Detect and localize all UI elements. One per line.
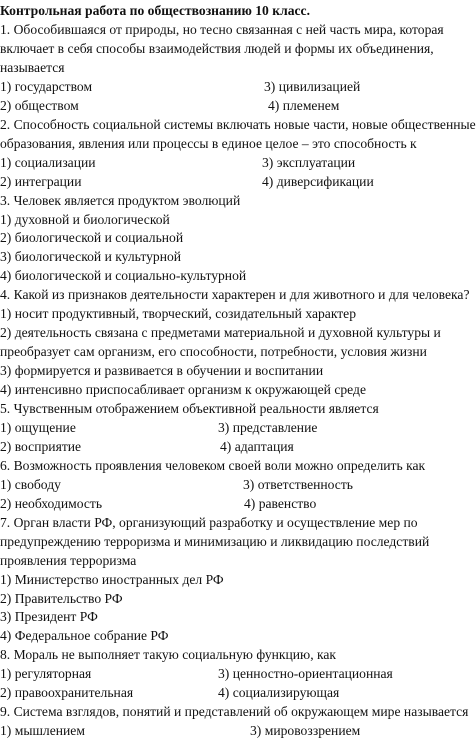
answer-option: 2) необходимость	[0, 495, 103, 511]
answer-option: 3) биологической и культурной	[0, 249, 182, 265]
answer-option: 4) социализирующая	[218, 685, 340, 701]
answer-option: 4) биологической и социально-культурной	[0, 268, 247, 284]
answer-option: 1) носит продуктивный, творческий, созидательный характер	[0, 306, 357, 322]
answer-option: 4) Федеральное собрание РФ	[0, 628, 169, 644]
answer-row	[0, 721, 474, 740]
answer-option: 2) Правительство РФ	[0, 590, 123, 606]
answer-row	[0, 589, 474, 608]
answer-row	[0, 210, 474, 229]
answer-option: 2) восприятие	[0, 438, 82, 454]
question-text-line: 9. Система взглядов, понятий и представлений об окружающем мире называется	[0, 704, 469, 720]
answer-option: 1) социализации	[0, 154, 96, 170]
answer-option: 1) государством	[0, 78, 93, 94]
answer-option: преобразует сам организм, его способности, потребности, условия жизни	[0, 344, 427, 360]
answer-option: 3) цивилизацией	[264, 78, 361, 94]
answer-option: 3) представление	[218, 419, 318, 435]
question-text-line: предупреждению терроризма и минимизацию и ликвидацию последствий	[0, 533, 430, 549]
answer-row	[0, 683, 474, 702]
answer-row	[0, 570, 474, 589]
answer-row	[0, 380, 474, 399]
question-text-line: включает в себя способы взаимодействия людей и формы их объединения,	[0, 40, 434, 56]
answer-row	[0, 418, 474, 437]
answer-row	[0, 228, 474, 247]
answer-row	[0, 323, 474, 342]
answer-row	[0, 361, 474, 380]
answer-option: 1) ощущение	[0, 419, 76, 435]
answer-option: 4) адаптация	[220, 438, 294, 454]
answer-row	[0, 342, 474, 361]
answer-row	[0, 153, 474, 172]
question-text-line: 3. Человек является продуктом эволюций	[0, 192, 241, 208]
answer-option: 1) свободу	[0, 476, 61, 492]
question-text-line: 7. Орган власти РФ, организующий разработку и осуществление мер по	[0, 514, 418, 530]
answer-option: 2) биологической и социальной	[0, 230, 184, 246]
answer-row	[0, 247, 474, 266]
answer-option: 3) ценностно-ориентационная	[218, 666, 393, 682]
answer-row	[0, 437, 474, 456]
answer-option: 2) интеграции	[0, 173, 82, 189]
answer-option: 2) правоохранительная	[0, 685, 134, 701]
answer-option: 4) диверсификации	[262, 173, 374, 189]
answer-row	[0, 607, 474, 626]
answer-option: 1) Министерство иностранных дел РФ	[0, 571, 224, 587]
answer-option: 3) формируется и развивается в обучении и воспитании	[0, 363, 324, 379]
answer-option: 2) обществом	[0, 97, 79, 113]
answer-option: 3) эксплуатации	[262, 154, 356, 170]
question-text-line: 6. Возможность проявления человеком своей воли можно определить как	[0, 457, 426, 473]
answer-row	[0, 266, 474, 285]
answer-option: 1) мышлением	[0, 723, 85, 739]
answer-row	[0, 664, 474, 683]
question-text-line: 1. Обособившаяся от природы, но тесно связанная с ней часть мира, которая	[0, 22, 444, 37]
question-text-line: 2. Способность социальной системы включать новые части, новые общественные	[0, 116, 476, 132]
answer-row	[0, 304, 474, 323]
question-text-line: образования, явления или процессы в единое целое – это способность к	[0, 135, 417, 151]
answer-row	[0, 626, 474, 645]
document-title: Контрольная работа по обществознанию 10 класс.	[0, 3, 310, 18]
answer-option: 3) Президент РФ	[0, 609, 98, 625]
answer-row	[0, 475, 474, 494]
answer-option: 1) регуляторная	[0, 666, 92, 682]
answer-row	[0, 494, 474, 513]
answer-row	[0, 96, 474, 115]
answer-row	[0, 77, 474, 96]
answer-option: 4) интенсивно приспосабливает организм к окружающей среде	[0, 382, 366, 398]
answer-option: 3) мировоззрением	[250, 723, 361, 739]
answer-row	[0, 172, 474, 191]
question-text-line: 4. Какой из признаков деятельности характерен и для животного и для человека?	[0, 287, 470, 303]
question-text-line: проявления терроризма	[0, 552, 137, 568]
answer-option: 4) племенем	[268, 97, 340, 113]
answer-option: 4) равенство	[244, 495, 317, 511]
question-text-line: 5. Чувственным отображением объективной реальности является	[0, 401, 379, 416]
answer-option: 1) духовной и биологической	[0, 211, 170, 227]
answer-option: 3) ответственность	[243, 476, 353, 492]
question-text-line: 8. Мораль не выполняет такую социальную функцию, как	[0, 647, 337, 663]
question-text-line: называется	[0, 59, 65, 75]
answer-option: 2) деятельность связана с предметами материальной и духовной культуры и	[0, 325, 441, 341]
